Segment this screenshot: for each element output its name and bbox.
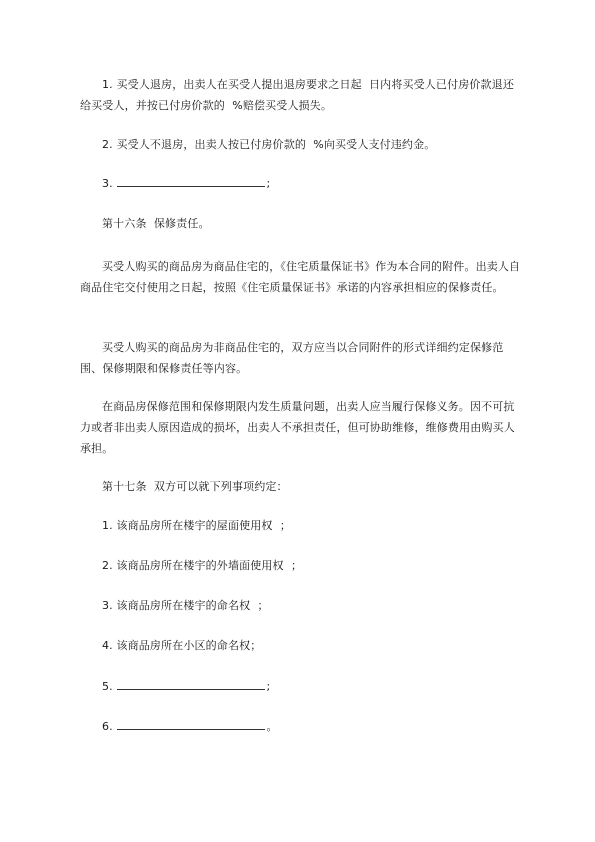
blank-line [117,174,265,187]
paragraph-warranty-residential: 买受人购买的商品房为商品住宅的，《住宅质量保证书》作为本合同的附件。出卖人自商品住宅交付使用之日起，按照《住宅质量保证书》承诺的内容承担相应的保修责任。 [80,260,521,294]
blank-line [117,717,265,730]
blank-line [117,677,265,690]
item-terminator: ; [266,680,271,693]
paragraph-warranty-obligation: 在商品房保修范围和保修期限内发生质量问题，出卖人应当履行保修义务。因不可抗力或者非出卖人原因造成的损坏，出卖人不承担责任，但可协助维修，维修费用由购买人承担。 [80,400,515,455]
list-item-facade-rights: 2. 该商品房所在楼宇的外墙面使用权 ； [102,559,303,572]
item-number: 5. [102,680,113,693]
paragraph-warranty-non-residential: 买受人购买的商品房为非商品住宅的，双方应当以合同附件的形式详细约定保修范围、保修期限和保修责任等内容。 [80,341,504,375]
article-16-heading: 第十六条 保修责任。 [102,217,210,230]
paragraph-blank-item-3 [80,173,525,194]
list-item-building-naming: 3. 该商品房所在楼宇的命名权 ； [102,599,269,612]
item-number: 6. [102,720,113,733]
article-17-heading: 第十七条 双方可以就下列事项约定： [102,480,288,493]
list-item-blank-6 [80,716,525,737]
list-item-roof-rights: 1. 该商品房所在楼宇的屋面使用权 ； [102,519,291,532]
item-number: 3. [102,177,113,190]
item-terminator: ; [266,177,271,190]
list-item-community-naming: 4. 该商品房所在小区的命名权； [102,639,262,652]
paragraph-refund-option-1: 1. 买受人退房，出卖人在买受人提出退房要求之日起 日内将买受人已付房价款退还给买受人，并按已付房价款的 %赔偿买受人损失。 [80,78,514,112]
paragraph-no-refund-option-2: 2. 买受人不退房，出卖人按已付房价款的 %向买受人支付违约金。 [102,138,436,151]
list-item-blank-5 [80,676,525,697]
item-terminator: 。 [266,720,278,733]
